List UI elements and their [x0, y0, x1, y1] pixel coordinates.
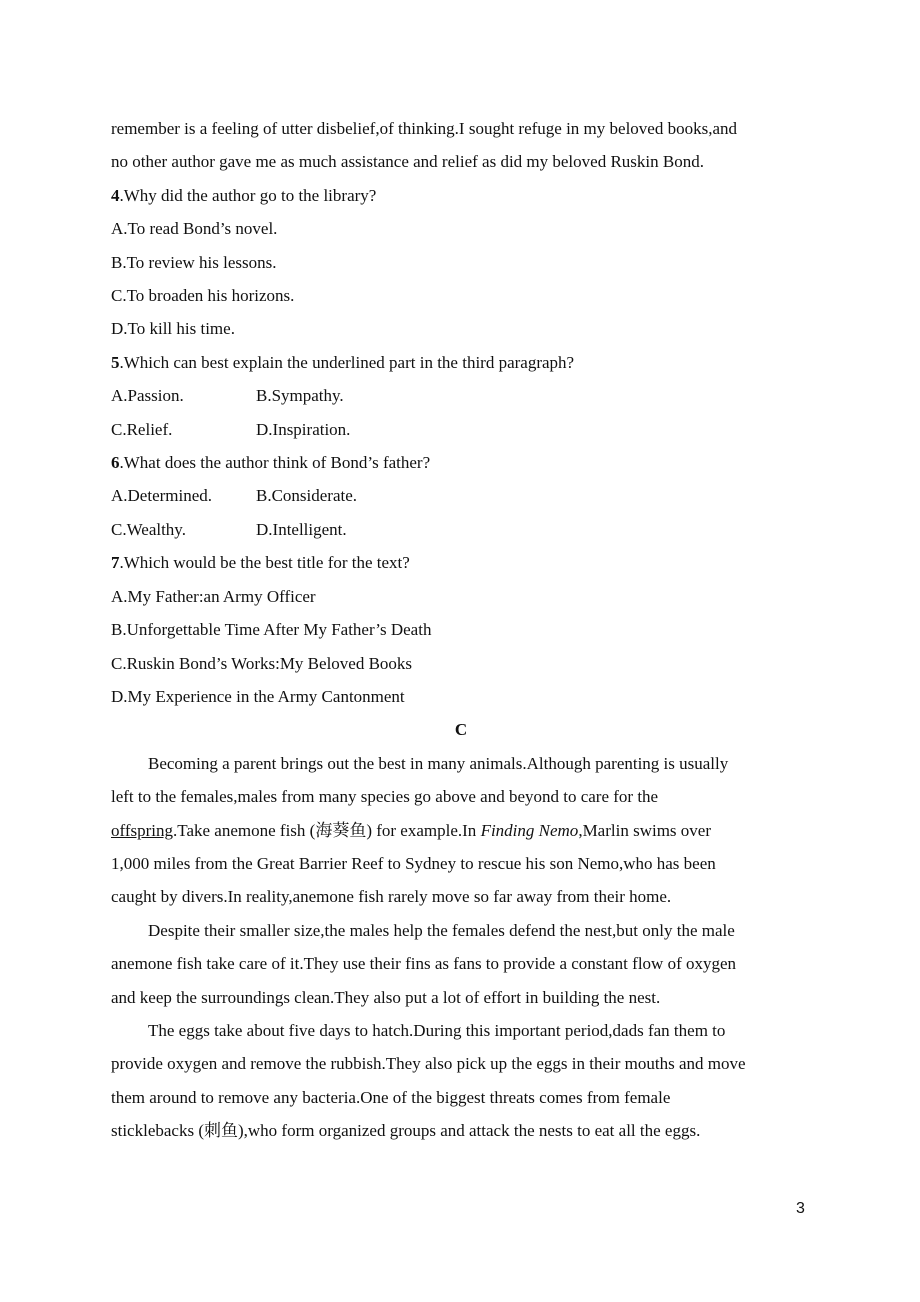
question-stem: .What does the author think of Bond’s father? [119, 453, 431, 473]
underlined-word: offspring [111, 820, 174, 840]
option-d: D.To kill his time. [111, 319, 235, 339]
passage-text-line: no other author gave me as much assistance and relief as did my beloved Ruskin Bond. [111, 152, 704, 172]
italic-title: Finding Nemo [480, 820, 579, 840]
question-stem: .Which would be the best title for the text? [119, 553, 410, 573]
option-c: C.Ruskin Bond’s Works:My Beloved Books [111, 653, 413, 673]
page-content [111, 112, 811, 1148]
text-run: .Take anemone fish (海葵鱼) for example.In [173, 820, 481, 840]
option-c: C.Relief. [111, 419, 173, 439]
page-number: 3 [796, 1200, 805, 1217]
section-heading: C [454, 720, 468, 740]
paragraph-line: provide oxygen and remove the rubbish.They also pick up the eggs in their mouths and move [111, 1054, 746, 1074]
question-7 [111, 546, 811, 579]
question-4 [111, 179, 811, 212]
paragraph-line: left to the females,males from many species go above and beyond to care for the [111, 787, 659, 807]
option-row [111, 513, 811, 546]
option-a: A.To read Bond’s novel. [111, 219, 278, 239]
question-stem: .Why did the author go to the library? [119, 185, 377, 205]
option-c: C.To broaden his horizons. [111, 286, 295, 306]
option-a: A.Passion. [111, 386, 184, 406]
option-b: B.To review his lessons. [111, 252, 277, 272]
paragraph-line: 1,000 miles from the Great Barrier Reef to Sydney to rescue his son Nemo,who has been [111, 853, 716, 873]
option-row [111, 479, 811, 512]
text-run: ,Marlin swims over [578, 820, 711, 840]
question-5 [111, 346, 811, 379]
question-stem: .Which can best explain the underlined part in the third paragraph? [119, 352, 575, 372]
question-number: 5 [111, 352, 120, 372]
option-b: B.Unforgettable Time After My Father’s Death [111, 620, 432, 640]
option-a: A.My Father:an Army Officer [111, 586, 316, 606]
question-number: 6 [111, 453, 120, 473]
paragraph-line: caught by divers.In reality,anemone fish rarely move so far away from their home. [111, 887, 672, 907]
question-6 [111, 446, 811, 479]
question-number: 4 [111, 185, 120, 205]
option-b: B.Considerate. [256, 486, 358, 506]
option-row [111, 413, 811, 446]
paragraph-line: and keep the surroundings clean.They also put a lot of effort in building the nest. [111, 987, 661, 1007]
passage-text-line: remember is a feeling of utter disbelief,of thinking.I sought refuge in my beloved books,and [111, 119, 738, 138]
option-d: D.Intelligent. [256, 519, 347, 539]
option-c: C.Wealthy. [111, 519, 186, 539]
question-number: 7 [111, 553, 120, 573]
option-d: D.My Experience in the Army Cantonment [111, 686, 405, 706]
option-row [111, 379, 811, 412]
paragraph-line: anemone fish take care of it.They use their fins as fans to provide a constant flow of oxygen [111, 954, 737, 974]
option-b: B.Sympathy. [256, 386, 344, 406]
paragraph-line: The eggs take about five days to hatch.During this important period,dads fan them to [148, 1020, 726, 1040]
paragraph-line: them around to remove any bacteria.One of the biggest threats comes from female [111, 1087, 671, 1107]
paragraph-line [111, 814, 811, 847]
option-d: D.Inspiration. [256, 419, 351, 439]
paragraph-line: Despite their smaller size,the males help the females defend the nest,but only the male [148, 920, 735, 940]
paragraph-line: sticklebacks (刺鱼),who form organized groups and attack the nests to eat all the eggs. [111, 1121, 701, 1141]
option-a: A.Determined. [111, 486, 213, 506]
paragraph-line: Becoming a parent brings out the best in many animals.Although parenting is usually [148, 753, 729, 773]
